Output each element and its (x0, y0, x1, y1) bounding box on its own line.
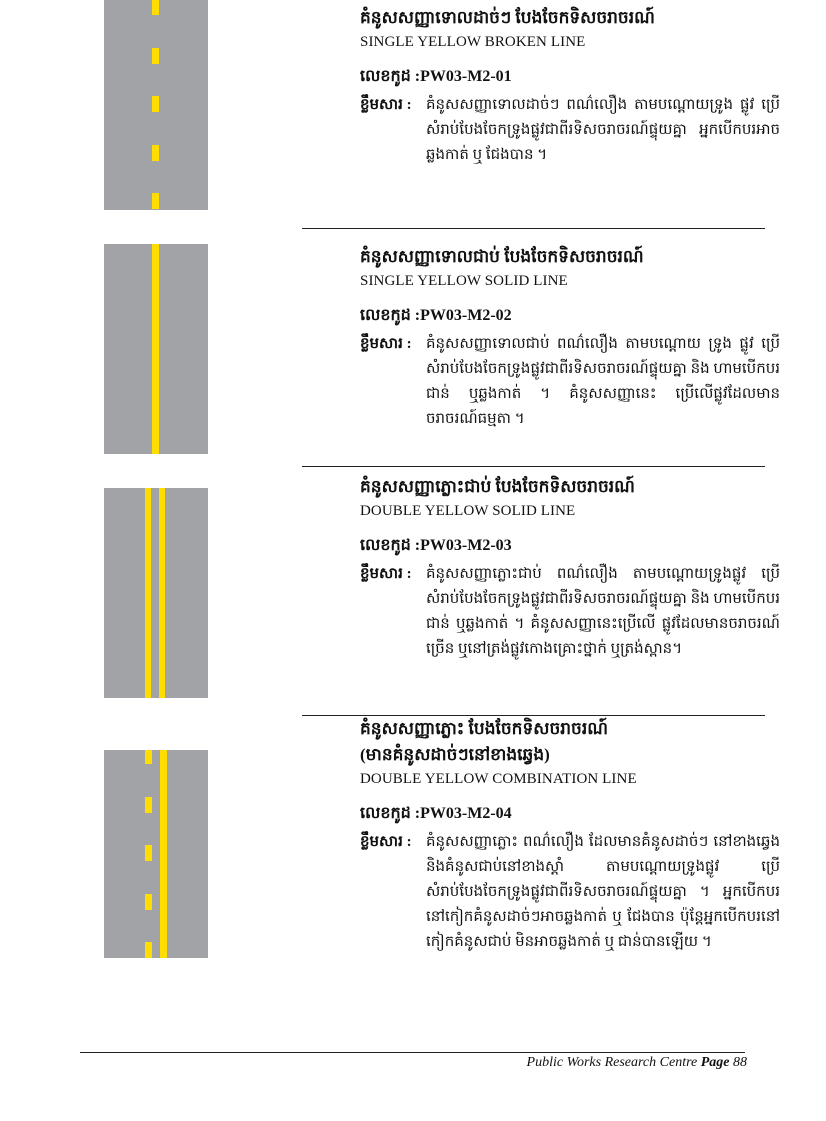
description-text: គំនូសសញ្ញាភ្លោះជាប់ ពណ៌លឿង តាមបណ្ដោយទ្រូងផ្លូវ ប្រើសំរាប់បែងចែកទ្រូងផ្លូវជាពីរទិសចរាចរណ៍ផ្ទុយគ្នា និង ហាមបើកបរជាន់ ឬឆ្លងកាត់ ។ គំនូសសញ្ញានេះប្រើលើ ផ្លូវដែលមានចរាចរណ៍ច្រើន ឬនៅត្រង់ផ្លូវកោងគ្រោះថ្នាក់ ឬត្រង់ស្ពាន។ (426, 566, 781, 657)
solid-line (160, 750, 167, 958)
broken-line-dash (145, 750, 152, 764)
footer-page-label: Page (700, 1055, 730, 1070)
code-value: :PW03-M2-01 (414, 68, 512, 85)
code-label: លេខកូដ (360, 68, 411, 85)
description-label: ខ្លឹមសារ : (360, 834, 412, 850)
road-illustration-combination (104, 750, 208, 958)
marking-entry (360, 244, 780, 432)
entry-title-kh: គំនូសសញ្ញាទោលដាច់ៗ បែងចែកទិសចរាចរណ៍ (360, 8, 655, 27)
solid-line (159, 488, 165, 698)
code-label: លេខកូដ (360, 537, 411, 554)
description-label: ខ្លឹមសារ : (360, 97, 412, 113)
code-label: លេខកូដ (360, 307, 411, 324)
entry-subtitle-kh: (មានគំនូសដាច់ៗនៅខាងឆ្វេង) (360, 745, 550, 764)
entry-title-en: DOUBLE YELLOW COMBINATION LINE (360, 771, 637, 787)
marking-entry (360, 716, 780, 955)
entry-title-kh: គំនូសសញ្ញាភ្លោះជាប់ បែងចែកទិសចរាចរណ៍ (360, 477, 635, 496)
entry-title-en: SINGLE YELLOW SOLID LINE (360, 273, 568, 289)
marking-entry (360, 474, 780, 662)
code-value: :PW03-M2-02 (414, 307, 512, 324)
broken-line-dash (152, 193, 159, 209)
entry-title-kh: គំនូសសញ្ញាទោលជាប់ បែងចែកទិសចរាចរណ៍ (360, 247, 644, 266)
marking-entry (360, 5, 780, 168)
entry-title-en: DOUBLE YELLOW SOLID LINE (360, 503, 576, 519)
divider (302, 466, 765, 467)
broken-line-dash (152, 48, 159, 64)
broken-line-dash (145, 942, 152, 958)
code-label: លេខកូដ (360, 805, 411, 822)
road-illustration-double-solid (104, 488, 208, 698)
description-text: គំនូសសញ្ញាទោលដាច់ៗ ពណ៌លឿង តាមបណ្ដោយទ្រូង ផ្លូវ ប្រើសំរាប់បែងចែកទ្រូងផ្លូវជាពីរទិសចរាចរណ៍ផ្ទុយគ្នា អ្នកបើកបរអាចឆ្លងកាត់ ឬ ជែងបាន ។ (426, 97, 780, 163)
description-text: គំនូសសញ្ញាភ្លោះ ពណ៌លឿង ដែលមានគំនូសដាច់ៗ នៅខាងឆ្វេង និងគំនូសជាប់នៅខាងស្ដាំ តាមបណ្ដោយទ្រូងផ្លូវ ប្រើសំរាប់បែងចែកទ្រូងផ្លូវជាពីរទិសចរាចរណ៍ផ្ទុយគ្នា ។ អ្នកបើកបរនៅកៀកគំនូសដាច់ៗអាចឆ្លងកាត់ ឬ ជែងបាន ប៉ុន្តែអ្នកបើកបរនៅកៀកគំនូសជាប់ មិនអាចឆ្លងកាត់ ឬ ជាន់បានឡើយ ។ (426, 834, 780, 950)
description-label: ខ្លឹមសារ : (360, 566, 412, 582)
description-label: ខ្លឹមសារ : (360, 336, 412, 352)
solid-line (145, 488, 151, 698)
entry-title-en: SINGLE YELLOW BROKEN LINE (360, 34, 586, 50)
solid-line (152, 244, 159, 454)
page-footer (527, 1053, 747, 1073)
footer-org: Public Works Research Centre (526, 1055, 698, 1070)
road-illustration-single-solid (104, 244, 208, 454)
entry-title-kh: គំនូសសញ្ញាភ្លោះ បែងចែកទិសចរាចរណ៍ (360, 719, 608, 738)
broken-line-dash (145, 845, 152, 861)
divider (302, 228, 765, 229)
footer-page-number: 88 (733, 1055, 747, 1070)
broken-line-dash (145, 797, 152, 813)
broken-line-dash (152, 0, 159, 15)
broken-line-dash (152, 145, 159, 161)
code-value: :PW03-M2-03 (414, 537, 512, 554)
road-illustration-single-broken (104, 0, 208, 210)
description-text: គំនូសសញ្ញាទោលជាប់ ពណ៌លឿង តាមបណ្ដោយ ទ្រូង ផ្លូវ ប្រើសំរាប់បែងចែកទ្រូងផ្លូវជាពីរទិសចរាចរណ៍ផ្ទុយគ្នា និង ហាមបើកបរជាន់ ឬឆ្លងកាត់ ។ គំនូសសញ្ញានេះ ប្រើលើផ្លូវដែលមានចរាចរណ៍ធម្មតា ។ (426, 336, 781, 427)
code-value: :PW03-M2-04 (414, 805, 512, 822)
broken-line-dash (145, 894, 152, 910)
broken-line-dash (152, 96, 159, 112)
